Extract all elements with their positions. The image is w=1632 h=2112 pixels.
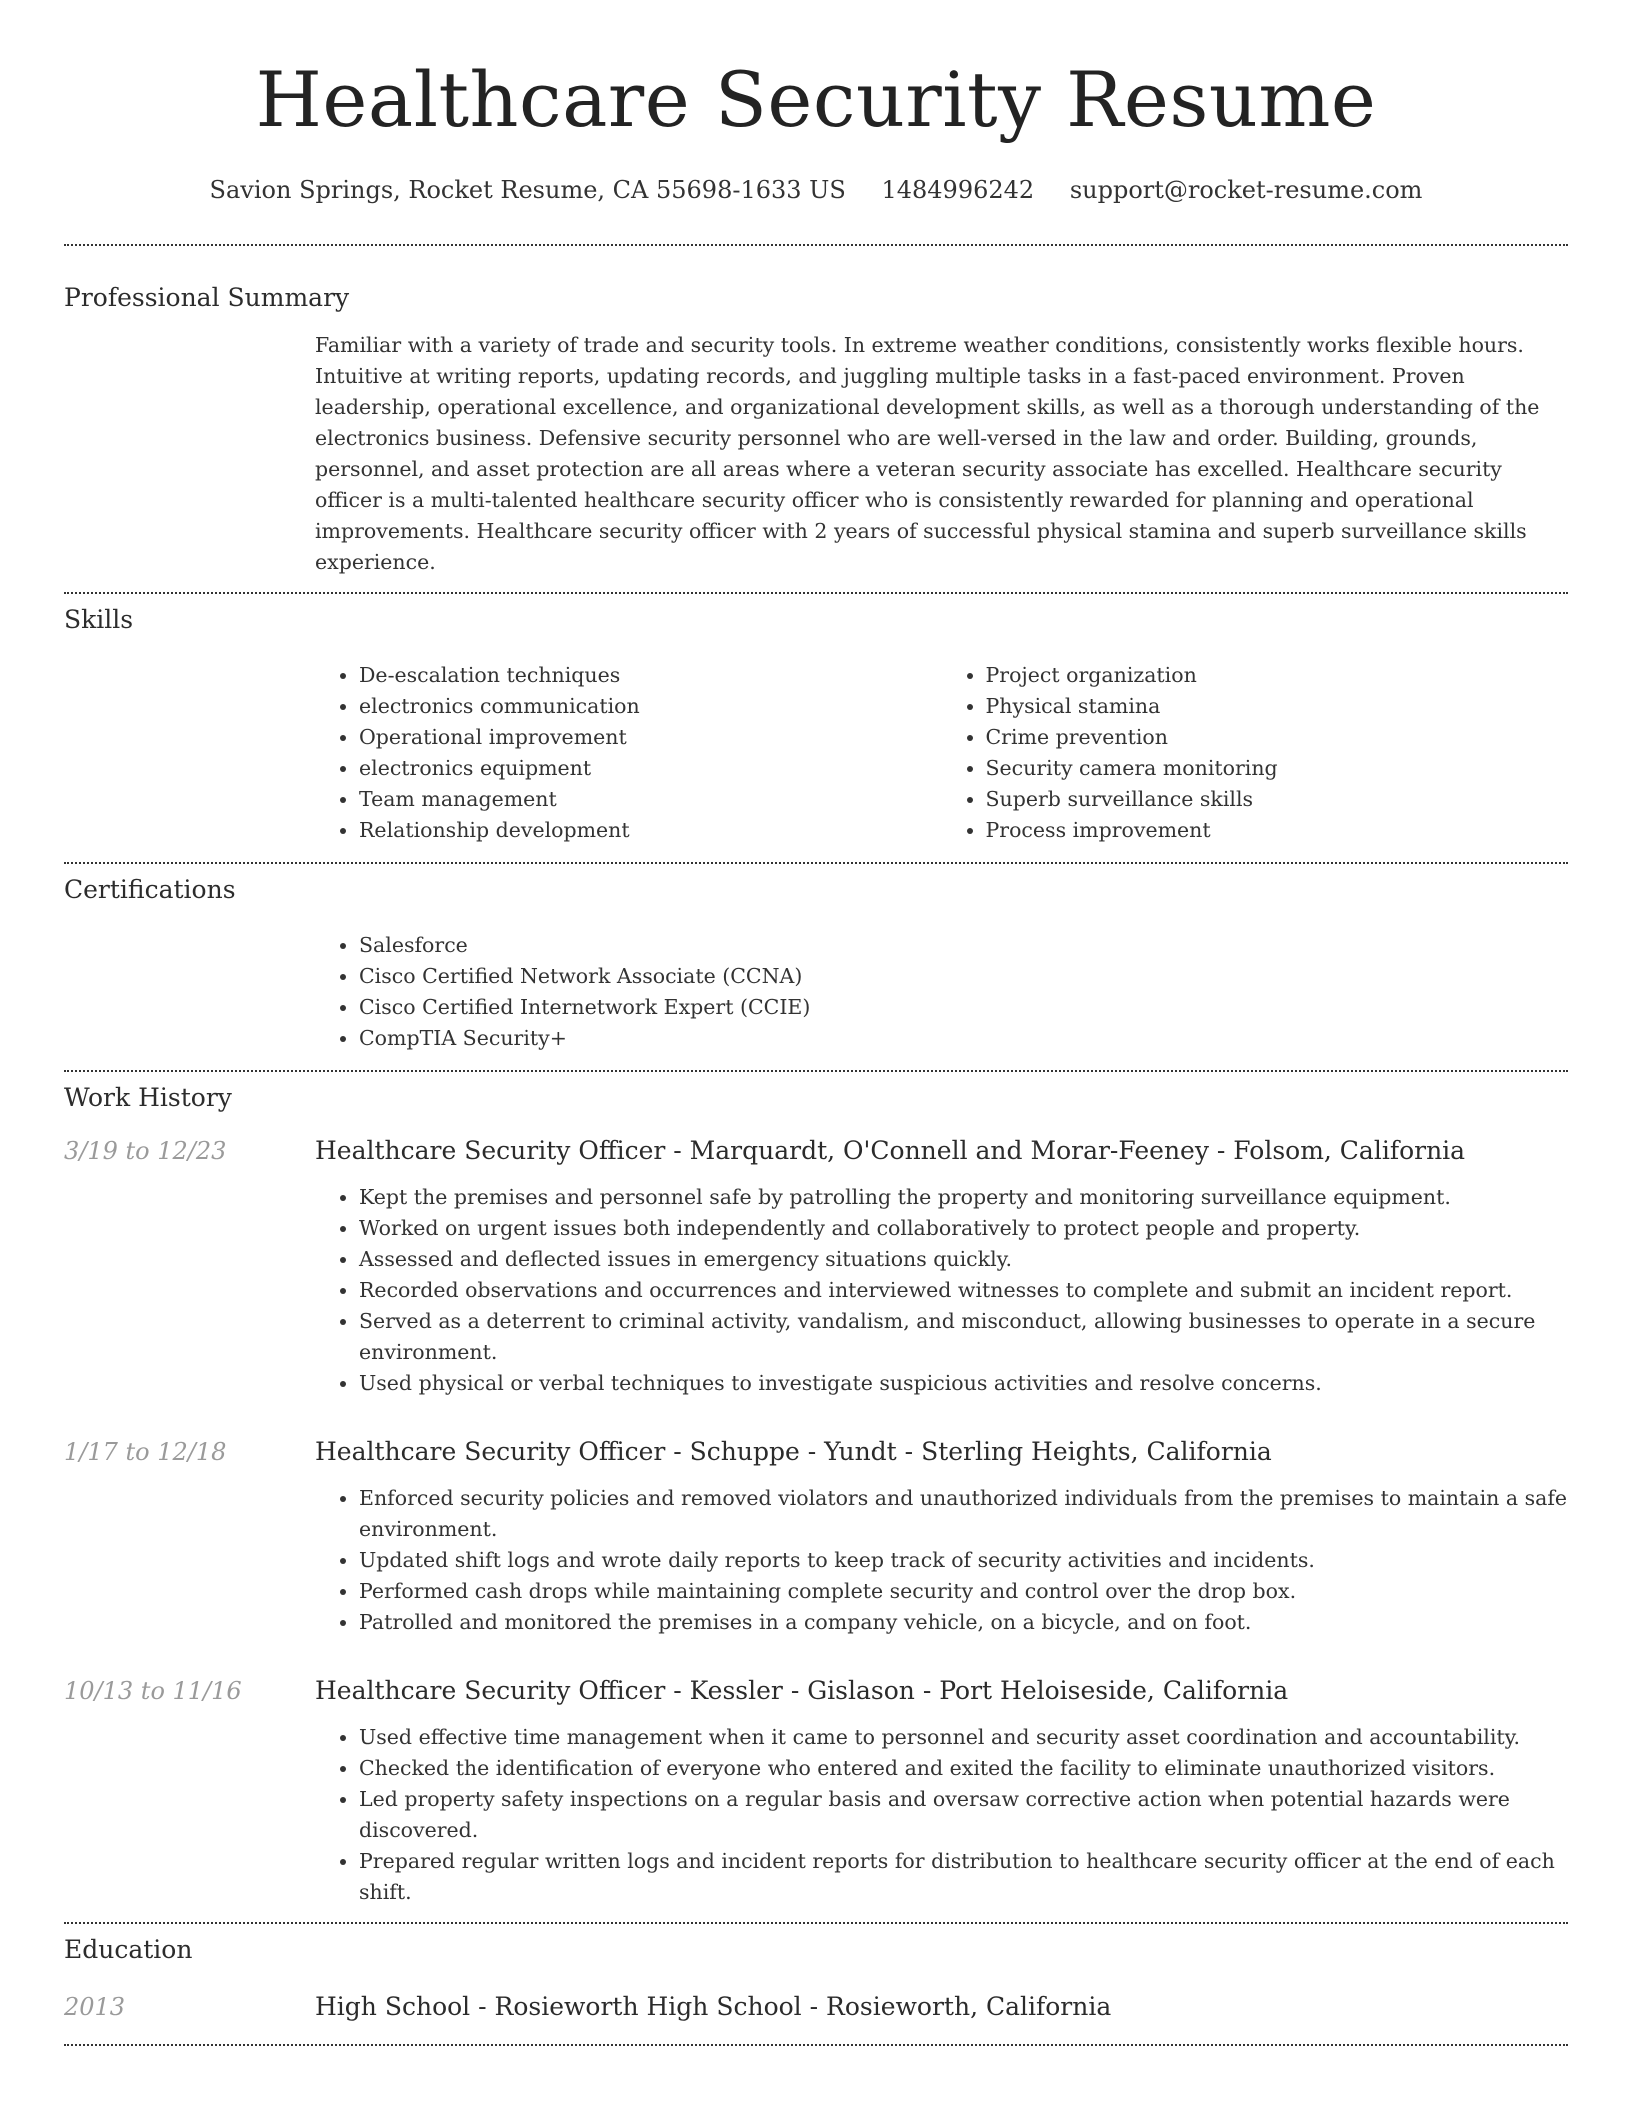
certification-item: • CompTIA Security+: [359, 1023, 1568, 1054]
certifications-list: [315, 930, 1568, 1054]
skill-item: • Superb surveillance skills: [986, 784, 1569, 815]
job-bullet: • Kept the premises and personnel safe by patrolling the property and monitoring surveillance equipment.: [359, 1182, 1568, 1213]
summary-text: Familiar with a variety of trade and security tools. In extreme weather conditions, consistently works flexible hours. Intuitive at writing reports, updating records, and juggling multiple tasks in a fast-paced environment. Proven leadership, operational excellence, and organizational development skills, as well as a thorough understanding of the electronics business. Defensive security personnel who are well-versed in the law and order. Building, grounds, personnel, and asset protection are all areas where a veteran security associate has excelled. Healthcare security officer is a multi-talented healthcare security officer who is consistently rewarded for planning and operational improvements. Healthcare security officer with 2 years of successful physical stamina and superb surveillance skills experience.: [315, 333, 1540, 574]
skill-item: • Process improvement: [986, 815, 1569, 846]
skills-columns: [315, 660, 1568, 862]
job-bullet-list: [315, 1483, 1568, 1638]
section-title-skills: Skills: [64, 605, 134, 634]
education-year: 2013: [64, 1993, 126, 2021]
skill-item: • Project organization: [986, 660, 1569, 691]
certifications-section: [64, 864, 1568, 1070]
job-bullet-list: [315, 1182, 1568, 1399]
job-bullet: • Used physical or verbal techniques to investigate suspicious activities and resolve concerns.: [359, 1368, 1568, 1399]
job-bullet: • Updated shift logs and wrote daily reports to keep track of security activities and incidents.: [359, 1545, 1568, 1576]
job-dates: 3/19 to 12/23: [64, 1137, 227, 1165]
skill-item: • De-escalation techniques: [359, 660, 942, 691]
contact-address: Savion Springs, Rocket Resume, CA 55698-1633 US: [209, 176, 846, 204]
skills-list-right: [942, 660, 1569, 846]
skill-item: • Crime prevention: [986, 722, 1569, 753]
work-history-section: [64, 1072, 1568, 1922]
job-entry: [64, 1435, 1568, 1638]
section-title-certifications: Certifications: [64, 875, 236, 904]
job-dates: 1/17 to 12/18: [64, 1438, 227, 1466]
job-entry: [64, 1134, 1568, 1399]
contact-line: [64, 174, 1568, 206]
section-title-work: Work History: [64, 1083, 232, 1112]
job-title: Healthcare Security Officer - Schuppe - Yundt - Sterling Heights, California: [315, 1437, 1272, 1466]
education-heading: High School - Rosieworth High School - Rosieworth, California: [315, 1992, 1112, 2021]
section-title-summary: Professional Summary: [64, 283, 350, 312]
job-bullet: • Prepared regular written logs and incident reports for distribution to healthcare security officer at the end of each shift.: [359, 1846, 1568, 1908]
job-title: Healthcare Security Officer - Kessler - Gislason - Port Heloiseside, California: [315, 1676, 1289, 1705]
job-header: [64, 1435, 1568, 1469]
certification-item: • Cisco Certified Internetwork Expert (CCIE): [359, 992, 1568, 1023]
contact-email: support@rocket-resume.com: [1069, 176, 1423, 204]
job-bullet: • Worked on urgent issues both independently and collaboratively to protect people and property.: [359, 1213, 1568, 1244]
education-entry: [64, 1990, 1568, 2044]
resume-title: Healthcare Security Resume: [255, 55, 1377, 144]
job-bullet: • Performed cash drops while maintaining complete security and control over the drop box.: [359, 1576, 1568, 1607]
job-bullet-list: [315, 1722, 1568, 1908]
job-entry: [64, 1674, 1568, 1908]
job-bullet: • Assessed and deflected issues in emergency situations quickly.: [359, 1244, 1568, 1275]
skills-list-left: [315, 660, 942, 846]
job-bullets: [315, 1722, 1568, 1908]
skill-item: • Relationship development: [359, 815, 942, 846]
summary-section: [64, 246, 1568, 592]
job-dates: 10/13 to 11/16: [64, 1677, 242, 1705]
skill-item: • electronics communication: [359, 691, 942, 722]
divider: [64, 2044, 1568, 2046]
skill-item: • electronics equipment: [359, 753, 942, 784]
education-section: [64, 1924, 1568, 2044]
section-title-education: Education: [64, 1935, 193, 1964]
job-bullet: • Enforced security policies and removed violators and unauthorized individuals from the premises to maintain a safe environment.: [359, 1483, 1568, 1545]
job-bullet: • Used effective time management when it came to personnel and security asset coordination and accountability.: [359, 1722, 1568, 1753]
job-bullets: [315, 1182, 1568, 1399]
job-title: Healthcare Security Officer - Marquardt, O'Connell and Morar-Feeney - Folsom, California: [315, 1136, 1466, 1165]
job-bullet: • Patrolled and monitored the premises in a company vehicle, on a bicycle, and on foot.: [359, 1607, 1568, 1638]
skills-section: [64, 594, 1568, 862]
job-bullet: • Served as a deterrent to criminal activity, vandalism, and misconduct, allowing businesses to operate in a secure environment.: [359, 1306, 1568, 1368]
job-bullets: [315, 1483, 1568, 1638]
certification-item: • Cisco Certified Network Associate (CCNA): [359, 961, 1568, 992]
job-bullet: • Recorded observations and occurrences and interviewed witnesses to complete and submit an incident report.: [359, 1275, 1568, 1306]
skill-item: • Team management: [359, 784, 942, 815]
skill-item: • Security camera monitoring: [986, 753, 1569, 784]
job-header: [64, 1134, 1568, 1168]
job-header: [64, 1674, 1568, 1708]
contact-phone: 1484996242: [881, 176, 1035, 204]
job-bullet: • Led property safety inspections on a regular basis and oversaw corrective action when potential hazards were discovered.: [359, 1784, 1568, 1846]
skill-item: • Physical stamina: [986, 691, 1569, 722]
job-bullet: • Checked the identification of everyone who entered and exited the facility to eliminate unauthorized visitors.: [359, 1753, 1568, 1784]
skill-item: • Operational improvement: [359, 722, 942, 753]
certifications-list-wrap: [315, 930, 1568, 1070]
certification-item: • Salesforce: [359, 930, 1568, 961]
